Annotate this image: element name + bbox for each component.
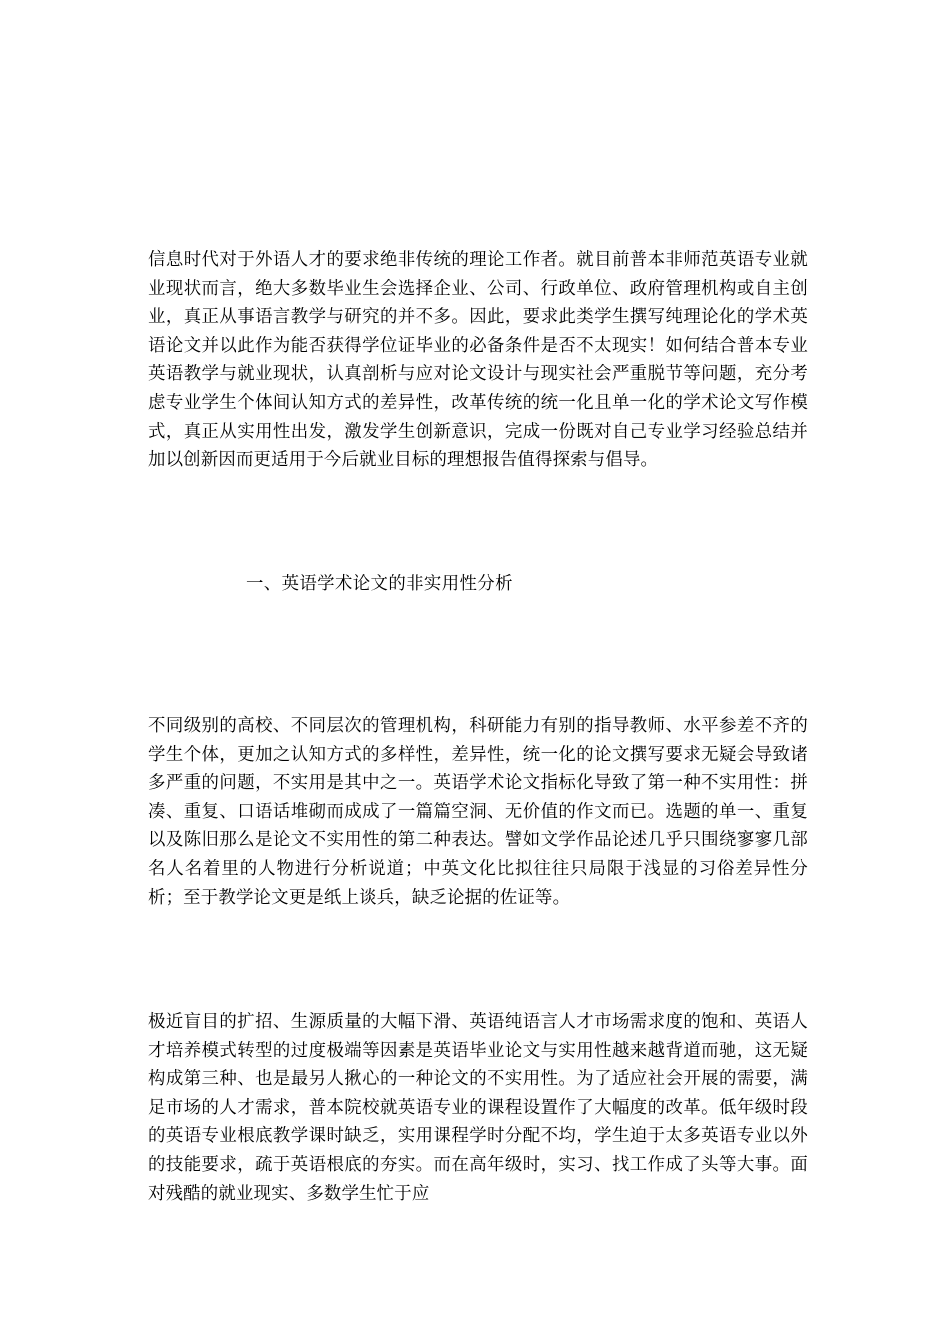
section-heading: 一、英语学术论文的非实用性分析 xyxy=(246,574,513,594)
intro-paragraph: 信息时代对于外语人才的要求绝非传统的理论工作者。就目前普本非师范英语专业就业现状而言，绝大多数毕业生会选择企业、公司、行政单位、政府管理机构或自主创业，真正从事语言教学与研究的并不多。因此，要求此类学生撰写纯理论化的学术英语论文并以此作为能否获得学位证毕业的必备条件是否不太现实！如何结合普本专业英语教学与就业现状，认真剖析与应对论文设计与现实社会严重脱节等问题，充分考虑专业学生个体间认知方式的差异性，改革传统的统一化且单一化的学术论文写作模式，真正从实用性出发，激发学生创新意识，完成一份既对自己专业学习经验总结并加以创新因而更适用于今后就业目标的理想报告值得探索与倡导。 xyxy=(148,250,808,471)
body-paragraph-1: 不同级别的高校、不同层次的管理机构，科研能力有别的指导教师、水平参差不齐的学生个体，更加之认知方式的多样性，差异性，统一化的论文撰写要求无疑会导致诸多严重的问题，不实用是其中之一。英语学术论文指标化导致了第一种不实用性：拼凑、重复、口语话堆砌而成成了一篇篇空洞、无价值的作文而已。选题的单一、重复以及陈旧那么是论文不实用性的第二种表达。譬如文学作品论述几乎只围绕寥寥几部名人名着里的人物进行分析说道；中英文化比拟往往只局限于浅显的习俗差异性分析；至于教学论文更是纸上谈兵，缺乏论据的佐证等。 xyxy=(148,716,808,908)
body-paragraph-2: 极近盲目的扩招、生源质量的大幅下滑、英语纯语言人才市场需求度的饱和、英语人才培养模式转型的过度极端等因素是英语毕业论文与实用性越来越背道而驰，这无疑构成第三种、也是最另人揪心的一种论文的不实用性。为了适应社会开展的需要，满足市场的人才需求，普本院校就英语专业的课程设置作了大幅度的改革。低年级时段的英语专业根底教学课时缺乏，实用课程学时分配不均，学生迫于太多英语专业以外的技能要求，疏于英语根底的夯实。而在高年级时，实习、找工作成了头等大事。面对残酷的就业现实、多数学生忙于应 xyxy=(148,1012,808,1204)
